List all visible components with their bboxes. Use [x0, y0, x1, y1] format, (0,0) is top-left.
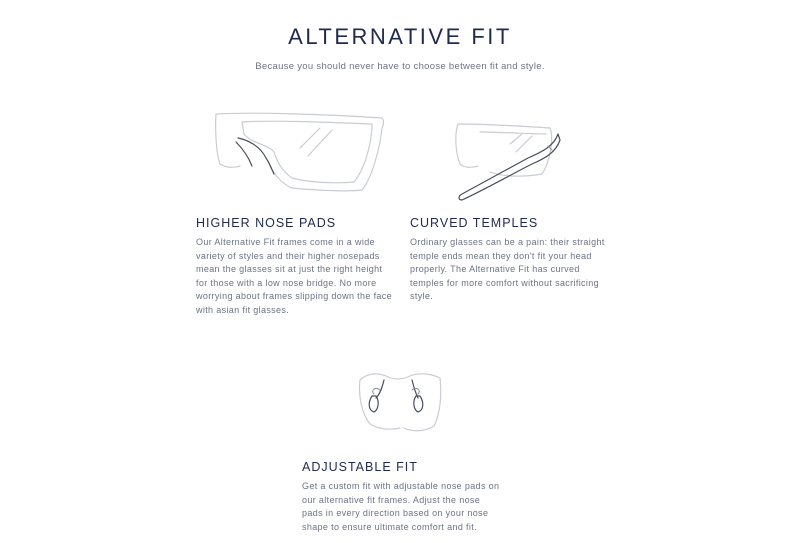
text-line: pads in every direction based on your nose: [302, 508, 489, 519]
text-line: variety of styles and their higher nosepads: [196, 250, 380, 261]
text-line: properly. The Alternative Fit has curved: [410, 264, 580, 275]
feature-description: [302, 480, 522, 534]
text-line: Ordinary glasses can be a pain: their straight: [410, 237, 605, 247]
feature-heading: HIGHER NOSE PADS: [196, 216, 337, 230]
text-line: worrying about frames slipping down the face: [196, 291, 392, 302]
text-line: style.: [410, 291, 434, 302]
page-subtitle: Because you should never have to choose between fit and style.: [255, 61, 545, 72]
text-line: shape to ensure ultimate comfort and fit.: [302, 521, 477, 532]
text-line: our alternative fit frames. Adjust the nose: [302, 494, 481, 505]
text-line: Get a custom fit with adjustable nose pads on: [302, 481, 500, 491]
adjustable-nose-pad-illustration: [356, 366, 446, 436]
feature-heading: CURVED TEMPLES: [410, 216, 539, 230]
feature-heading: ADJUSTABLE FIT: [302, 460, 418, 474]
text-line: temple ends mean they don't fit your head: [410, 250, 592, 261]
text-line: temples for more comfort without sacrificing: [410, 277, 599, 288]
page-title: ALTERNATIVE FIT: [288, 24, 512, 49]
text-line: for those with a low nose bridge. No more: [196, 277, 377, 288]
text-line: mean the glasses sit at just the right height: [196, 264, 383, 275]
text-line: with asian fit glasses.: [196, 304, 290, 315]
text-line: Our Alternative Fit frames come in a wide: [196, 237, 375, 247]
